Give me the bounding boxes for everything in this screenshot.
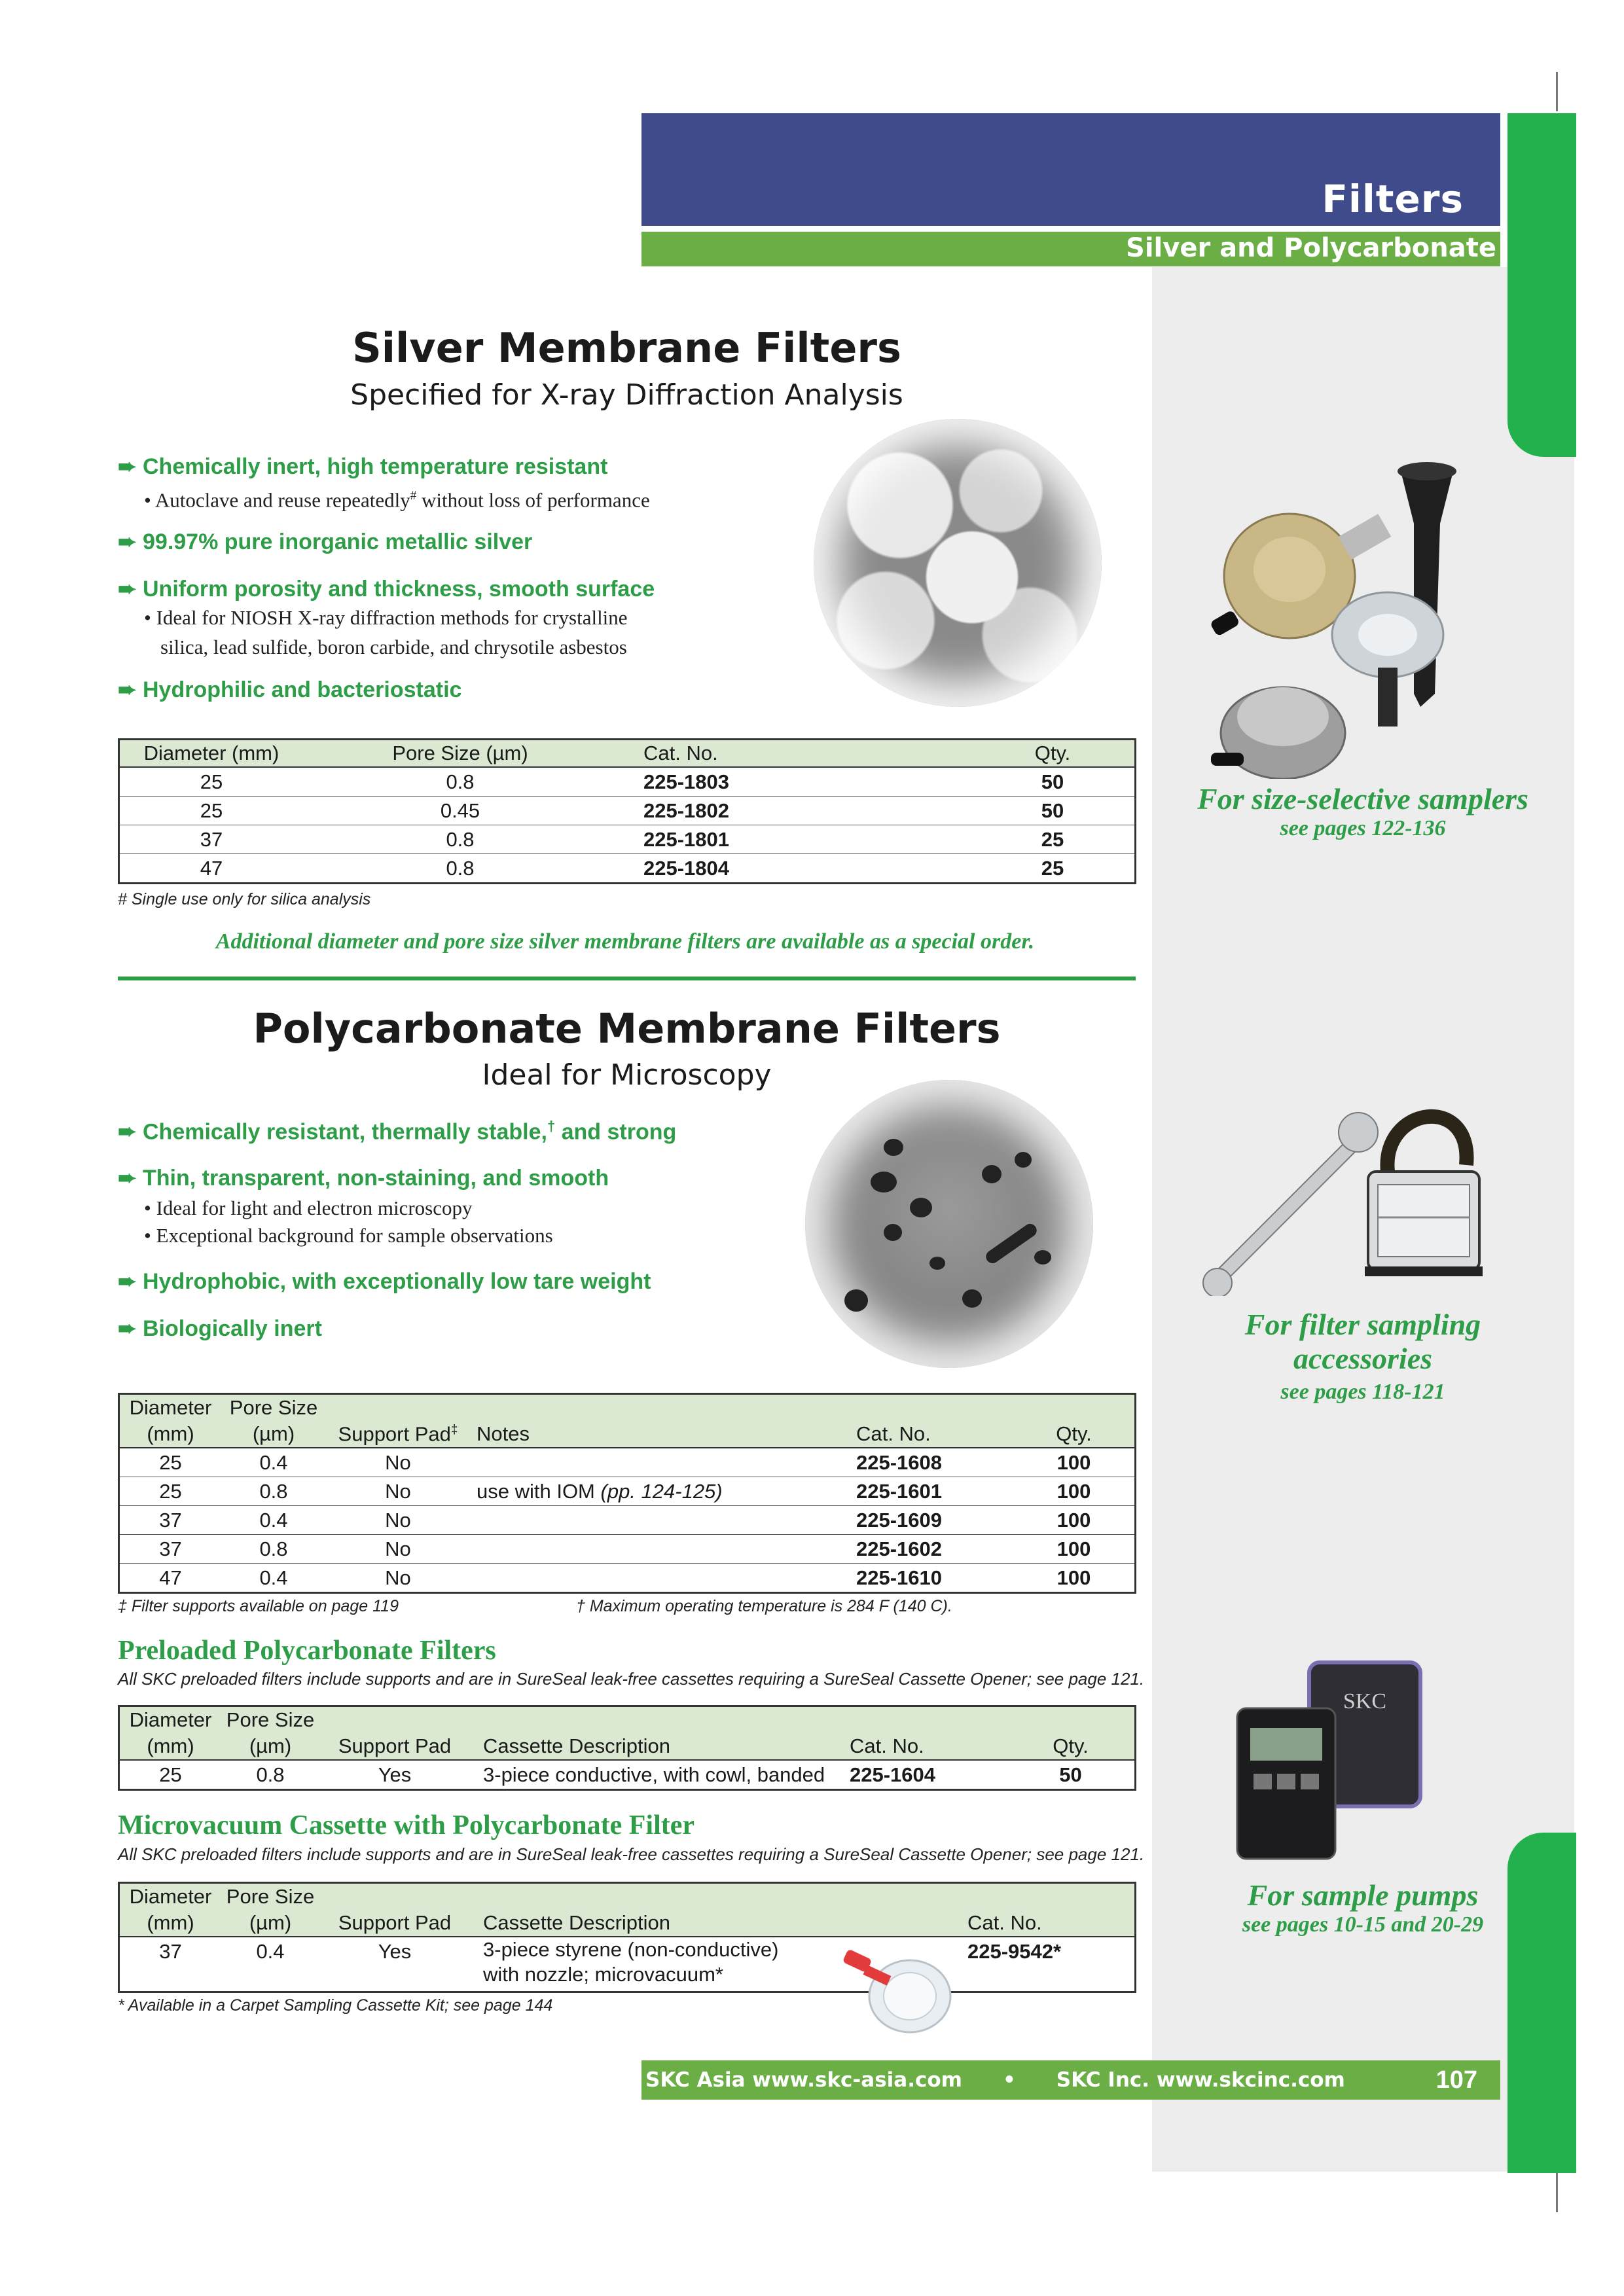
cell: 0.45 [303, 797, 617, 825]
cell-text-ital: (pp. 124-125) [600, 1480, 723, 1503]
cell: 225-1610 [856, 1564, 1013, 1592]
cell: 37 [120, 1535, 221, 1564]
col-header: Cat. No. [850, 1707, 1007, 1760]
table-row [120, 1448, 1134, 1477]
cell: 225-1602 [856, 1535, 1013, 1564]
poly-bullet-2-sub1: • Ideal for light and electron microscopy [144, 1196, 473, 1219]
cell: 225-9542* [967, 1937, 1134, 1991]
poly-bullet-2-sub2: • Exceptional background for sample observations [144, 1224, 553, 1247]
col-header: Pore Size (µm) [303, 740, 617, 767]
col-header: Support Pad [319, 1884, 470, 1937]
arrow-icon: ➨ [118, 1119, 137, 1145]
cell: 0.8 [221, 1760, 319, 1789]
sample-pumps-image [1224, 1656, 1434, 1872]
col-header [221, 1884, 319, 1937]
silver-bullet-4 [118, 677, 461, 703]
arrow-icon: ➨ [118, 677, 137, 702]
table-row [120, 1564, 1134, 1592]
col-header [221, 1707, 319, 1760]
col-header [120, 1395, 221, 1448]
cell-text: use with IOM [477, 1480, 601, 1503]
cell: 225-1601 [856, 1477, 1013, 1506]
cell [470, 1506, 856, 1535]
header-line: Pore Size [229, 1396, 318, 1419]
cell: 225-1804 [617, 854, 971, 883]
cell: 100 [1013, 1535, 1134, 1564]
footer-separator: • [1002, 2068, 1016, 2092]
bullet-text: Uniform porosity and thickness, smooth surface [143, 577, 655, 601]
cell: 50 [971, 767, 1134, 797]
footer-bar [641, 2060, 1500, 2100]
caption-samplers [1153, 782, 1572, 841]
caption-title-2: accessories [1293, 1342, 1433, 1375]
cell: 225-1802 [617, 797, 971, 825]
caption-link: see pages 118-121 [1280, 1380, 1445, 1404]
header-line: Support Pad [338, 1422, 451, 1445]
preloaded-note: All SKC preloaded filters include supports and are in SureSeal leak-free cassettes requiring a SureSeal Cassette Opener; see page 121. [118, 1669, 1145, 1689]
microvac-title: Microvacuum Cassette with Polycarbonate Filter [118, 1810, 695, 1840]
header-line: Diameter [129, 1396, 212, 1419]
preloaded-title: Preloaded Polycarbonate Filters [118, 1636, 496, 1666]
cell: 0.4 [221, 1448, 326, 1477]
header-line: (mm) [147, 1734, 194, 1757]
cell: No [326, 1506, 470, 1535]
caption-title: For size-selective samplers [1197, 782, 1528, 816]
cell [470, 1564, 856, 1592]
caption-link: see pages 10-15 and 20-29 [1242, 1912, 1484, 1937]
cell: 225-1803 [617, 767, 971, 797]
silver-special-order: Additional diameter and pore size silver membrane filters are available as a special order. [215, 929, 1035, 954]
poly-title: Polycarbonate Membrane Filters [253, 1005, 1001, 1052]
cell: 47 [120, 1564, 221, 1592]
header-line: (µm) [252, 1422, 295, 1445]
col-header: Qty. [1013, 1395, 1134, 1448]
cell: No [326, 1448, 470, 1477]
cell: 0.4 [221, 1506, 326, 1535]
silver-bullet-1 [118, 454, 607, 480]
cell: 0.8 [221, 1535, 326, 1564]
cell-line: with nozzle; microvacuum* [483, 1963, 723, 1986]
header-line: (µm) [249, 1911, 292, 1934]
cell: 50 [1007, 1760, 1134, 1789]
arrow-icon: ➨ [118, 577, 137, 601]
cell: 0.4 [221, 1564, 326, 1592]
preloaded-table [118, 1705, 1136, 1791]
microvac-table [118, 1882, 1136, 1993]
header-line: (mm) [147, 1422, 194, 1445]
cell: Yes [319, 1760, 470, 1789]
arrow-icon: ➨ [118, 1166, 137, 1191]
cell: 225-1604 [850, 1760, 1007, 1789]
polycarbonate-micrograph [805, 1080, 1093, 1368]
cell: 25 [120, 1760, 221, 1789]
sup-mark: † [547, 1118, 556, 1134]
page-number: 107 [1435, 2066, 1477, 2094]
col-header: Cassette Description [470, 1884, 967, 1937]
footer-asia[interactable]: SKC Asia www.skc-asia.com [645, 2068, 962, 2092]
sub-text-end: without loss of performance [416, 488, 650, 512]
bullet-text: Chemically resistant, thermally stable, [143, 1119, 547, 1145]
cell: 25 [120, 797, 303, 825]
col-header [120, 1884, 221, 1937]
col-header: Cat. No. [617, 740, 971, 767]
table-row [120, 767, 1134, 797]
col-header: Cassette Description [470, 1707, 850, 1760]
col-header: Cat. No. [856, 1395, 1013, 1448]
cell: 0.8 [303, 825, 617, 854]
col-header: Qty. [1007, 1707, 1134, 1760]
crop-mark [1556, 2173, 1558, 2212]
sup-mark: ‡ [450, 1422, 458, 1437]
table-row [120, 1760, 1134, 1789]
silver-title: Silver Membrane Filters [352, 324, 901, 372]
silver-bullet-1-sub [144, 480, 650, 516]
bullet-text: Hydrophobic, with exceptionally low tare weight [143, 1269, 651, 1294]
cell: 100 [1013, 1448, 1134, 1477]
crop-mark [1556, 72, 1558, 111]
header-subtitle: Silver and Polycarbonate [1126, 233, 1496, 263]
silver-bullet-3-sub1: • Ideal for NIOSH X-ray diffraction methods for crystalline [144, 606, 628, 629]
col-header [326, 1395, 470, 1448]
cell [470, 1535, 856, 1564]
col-header: Diameter (mm) [120, 740, 303, 767]
table-row [120, 854, 1134, 883]
cell: 25 [120, 1448, 221, 1477]
cell [470, 1477, 856, 1506]
silver-table [118, 738, 1136, 884]
poly-bullet-1 [118, 1118, 676, 1145]
section-tab [1507, 113, 1576, 457]
caption-title: For filter sampling [1244, 1308, 1481, 1341]
table-row [120, 797, 1134, 825]
silver-bullet-3-sub2: silica, lead sulfide, boron carbide, and chrysotile asbestos [160, 636, 627, 658]
table-row [120, 1477, 1134, 1506]
bullet-text: Thin, transparent, non-staining, and smooth [143, 1166, 609, 1191]
cell: 100 [1013, 1564, 1134, 1592]
arrow-icon: ➨ [118, 454, 137, 479]
col-header [120, 1707, 221, 1760]
caption-title: For sample pumps [1247, 1878, 1479, 1912]
caption-link: see pages 122-136 [1280, 816, 1446, 840]
microvac-note: All SKC preloaded filters include supports and are in SureSeal leak-free cassettes requiring a SureSeal Cassette Opener; see page 121. [118, 1844, 1145, 1864]
header-line: Pore Size [226, 1708, 315, 1731]
table-row [120, 1535, 1134, 1564]
poly-subtitle: Ideal for Microscopy [482, 1058, 772, 1092]
cell: 37 [120, 1937, 221, 1991]
poly-table [118, 1393, 1136, 1594]
caption-pumps [1153, 1878, 1572, 1937]
header-line: (µm) [249, 1734, 292, 1757]
cell: 0.8 [221, 1477, 326, 1506]
table-row [120, 1937, 1134, 1991]
arrow-icon: ➨ [118, 1269, 137, 1294]
cell: 100 [1013, 1506, 1134, 1535]
header-line: (mm) [147, 1911, 194, 1934]
cell: 225-1801 [617, 825, 971, 854]
microvac-cassette-image [831, 1934, 962, 2045]
arrow-icon: ➨ [118, 529, 137, 554]
header-line: Diameter [129, 1708, 212, 1731]
filter-accessories-image [1191, 1086, 1492, 1296]
caption-accessories [1153, 1308, 1572, 1405]
bullet-text: Biologically inert [143, 1316, 322, 1341]
cell-line: 3-piece styrene (non-conductive) [483, 1938, 779, 1961]
header-line: Pore Size [226, 1885, 315, 1908]
silver-micrograph [814, 419, 1102, 707]
cell: No [326, 1564, 470, 1592]
cell: 100 [1013, 1477, 1134, 1506]
cell: No [326, 1477, 470, 1506]
microvac-footnote: * Available in a Carpet Sampling Cassette Kit; see page 144 [118, 1996, 553, 2015]
sub-text: • Autoclave and reuse repeatedly [144, 488, 410, 512]
divider [118, 977, 1136, 980]
size-selective-samplers-image [1204, 445, 1499, 779]
cell: 225-1609 [856, 1506, 1013, 1535]
cell: 0.4 [221, 1937, 319, 1991]
cell: 37 [120, 825, 303, 854]
poly-bullet-3 [118, 1268, 651, 1295]
sup-mark: # [410, 489, 417, 503]
header-title: Filters [1322, 177, 1464, 221]
poly-bullet-4 [118, 1316, 322, 1342]
col-header [221, 1395, 326, 1448]
arrow-icon: ➨ [118, 1316, 137, 1341]
cell: 25 [971, 825, 1134, 854]
cell: 47 [120, 854, 303, 883]
silver-bullet-2 [118, 529, 532, 555]
pump-brand: SKC [1343, 1689, 1387, 1713]
bullet-text: Chemically inert, high temperature resistant [143, 454, 608, 479]
table-row [120, 1506, 1134, 1535]
cell: 25 [120, 767, 303, 797]
col-header: Notes [470, 1395, 856, 1448]
footer-inc[interactable]: SKC Inc. www.skcinc.com [1056, 2068, 1345, 2092]
poly-footnote-1: ‡ Filter supports available on page 119 [118, 1597, 399, 1615]
silver-subtitle: Specified for X-ray Diffraction Analysis [350, 378, 903, 412]
bullet-text: Hydrophilic and bacteriostatic [143, 677, 462, 702]
cell: 25 [120, 1477, 221, 1506]
bullet-text: 99.97% pure inorganic metallic silver [143, 529, 533, 554]
cell [470, 1448, 856, 1477]
silver-footnote: # Single use only for silica analysis [118, 890, 371, 908]
poly-bullet-2 [118, 1165, 609, 1191]
cell: No [326, 1535, 470, 1564]
bullet-text-end: and strong [555, 1119, 677, 1145]
col-header: Qty. [971, 740, 1134, 767]
cell: 3-piece conductive, with cowl, banded [470, 1760, 850, 1789]
cell: 37 [120, 1506, 221, 1535]
col-header: Cat. No. [967, 1884, 1134, 1937]
cell: 0.8 [303, 854, 617, 883]
header-line: Diameter [129, 1885, 212, 1908]
cell: 0.8 [303, 767, 617, 797]
table-row [120, 825, 1134, 854]
cell: Yes [319, 1937, 470, 1991]
cell: 225-1608 [856, 1448, 1013, 1477]
poly-footnote-2: † Maximum operating temperature is 284 F (140 C). [576, 1597, 952, 1615]
silver-bullet-3 [118, 576, 655, 602]
cell: 50 [971, 797, 1134, 825]
cell: 25 [971, 854, 1134, 883]
col-header: Support Pad [319, 1707, 470, 1760]
